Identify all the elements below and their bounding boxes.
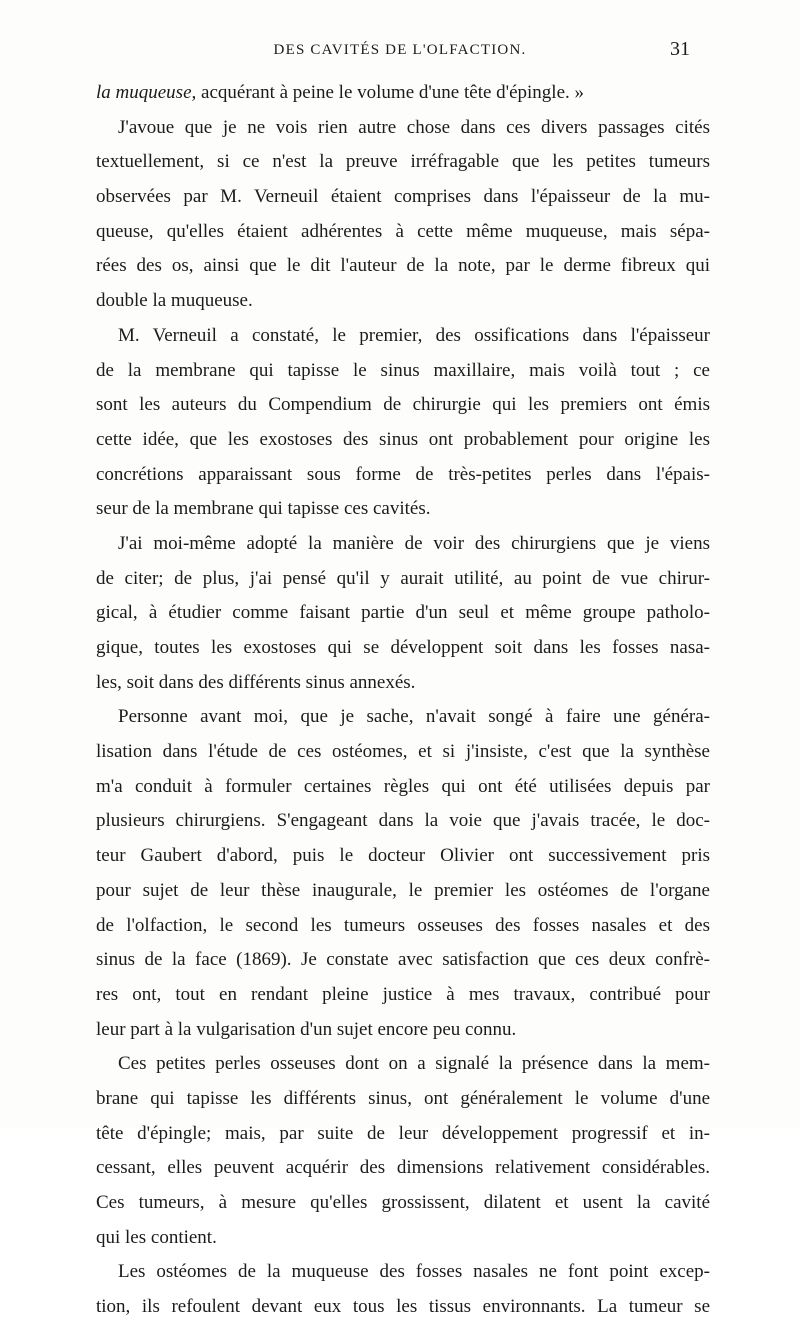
line-text: brane qui tapisse les différents sinus, ont généralement le volume d'une [96,1087,710,1109]
text-line [96,111,710,146]
text-line [96,943,710,978]
text-line [96,1117,710,1152]
line-text: pour sujet de leur thèse inaugurale, le premier les ostéomes de l'organe [96,879,710,901]
text-line [96,1047,710,1082]
text-line [96,354,710,389]
line-text: J'avoue que je ne vois rien autre chose dans ces divers passages cités [118,116,710,138]
line-text: tête d'épingle; mais, par suite de leur développement progressif et in- [96,1122,710,1144]
text-line [96,1290,710,1325]
line-text: J'ai moi-même adopté la manière de voir des chirurgiens que je viens [118,532,710,554]
text-line [96,76,710,111]
line-text: m'a conduit à formuler certaines règles qui ont été utilisées depuis par [96,775,710,797]
text-line [96,909,710,944]
text-line [96,631,710,666]
text-line [96,978,710,1013]
text-line [96,319,710,354]
text-line [96,839,710,874]
line-text: cessant, elles peuvent acquérir des dimensions relativement considérables. [96,1157,710,1179]
text-line [96,562,710,597]
line-text: Personne avant moi, que je sache, n'avait songé à faire une généra- [118,706,710,728]
line-text: Ces tumeurs, à mesure qu'elles grossissent, dilatent et usent la cavité [96,1192,710,1213]
body-text [96,76,710,1325]
text-line [96,492,710,527]
text-line [96,770,710,805]
line-text: double la muqueuse. [96,290,253,312]
text-line [96,874,710,909]
text-line [96,145,710,180]
text-line [96,215,710,250]
page-number: 31 [670,38,690,60]
text-line [96,284,710,319]
line-text: de citer; de plus, j'ai pensé qu'il y aurait utilité, au point de vue chirur- [96,567,710,589]
line-text: res ont, tout en rendant pleine justice à mes travaux, contribué pour [96,983,710,1005]
line-text: tion, ils refoulent devant eux tous les tissus environnants. La tumeur se [96,1296,710,1318]
line-text: plusieurs chirurgiens. S'engageant dans la voie que j'avais tracée, le doc- [96,810,710,832]
line-text: lisation dans l'étude de ces ostéomes, et si j'insiste, c'est que la synthèse [96,741,710,763]
line-text: teur Gaubert d'abord, puis le docteur Olivier ont successivement pris [96,845,710,867]
text-line [96,527,710,562]
text-line [96,1221,710,1256]
text-line [96,1151,710,1186]
line-text: seur de la membrane qui tapisse ces cavités. [96,498,431,520]
text-line [96,1186,710,1221]
line-text: de l'olfaction, le second les tumeurs osseuses des fosses nasales et des [96,914,710,936]
line-text: sinus de la face (1869). Je constate avec satisfaction que ces deux confrè- [96,949,710,971]
text-line [96,458,710,493]
text-line [96,1255,710,1290]
line-text: gique, toutes les exostoses qui se développent soit dans les fosses nasa- [96,637,710,658]
text-line [96,388,710,423]
line-text: rées des os, ainsi que le dit l'auteur de la note, par le derme fibreux qui [96,255,710,277]
line-text: leur part à la vulgarisation d'un sujet encore peu connu. [96,1018,517,1040]
line-text: gical, à étudier comme faisant partie d'un seul et même groupe patholo- [96,602,710,624]
line-text: de la membrane qui tapisse le sinus maxillaire, mais voilà tout ; ce [96,359,710,381]
italic-text: la muqueuse, [96,82,197,103]
text-line [96,804,710,839]
line-text: qui les contient. [96,1226,217,1248]
line-text: sont les auteurs du Compendium de chirurgie qui les premiers ont émis [96,394,710,416]
line-text: queuse, qu'elles étaient adhérentes à cette même muqueuse, mais sépa- [96,220,710,242]
line-text: M. Verneuil a constaté, le premier, des ossifications dans l'épaisseur [118,324,710,346]
text-line [96,1013,710,1048]
line-text: les, soit dans des différents sinus annexés. [96,671,416,693]
text-line [96,700,710,735]
line-text: acquérant à peine le volume d'une tête d'épingle. » [196,82,585,103]
line-text: textuellement, si ce n'est la preuve irréfragable que les petites tumeurs [96,151,710,173]
running-head [0,36,800,66]
line-text: cette idée, que les exostoses des sinus ont probablement pour origine les [96,428,710,450]
text-line [96,1082,710,1117]
line-text: Ces petites perles osseuses dont on a signalé la présence dans la mem- [118,1053,710,1075]
text-line [96,180,710,215]
text-line [96,249,710,284]
line-text: observées par M. Verneuil étaient comprises dans l'épaisseur de la mu- [96,186,710,208]
text-line [96,735,710,770]
line-text: Les ostéomes de la muqueuse des fosses nasales ne font point excep- [118,1261,710,1283]
text-line [96,596,710,631]
text-line [96,423,710,458]
running-title: DES CAVITÉS DE L'OLFACTION. [273,42,527,58]
line-text: concrétions apparaissant sous forme de très-petites perles dans l'épais- [96,463,710,485]
text-line [96,666,710,701]
